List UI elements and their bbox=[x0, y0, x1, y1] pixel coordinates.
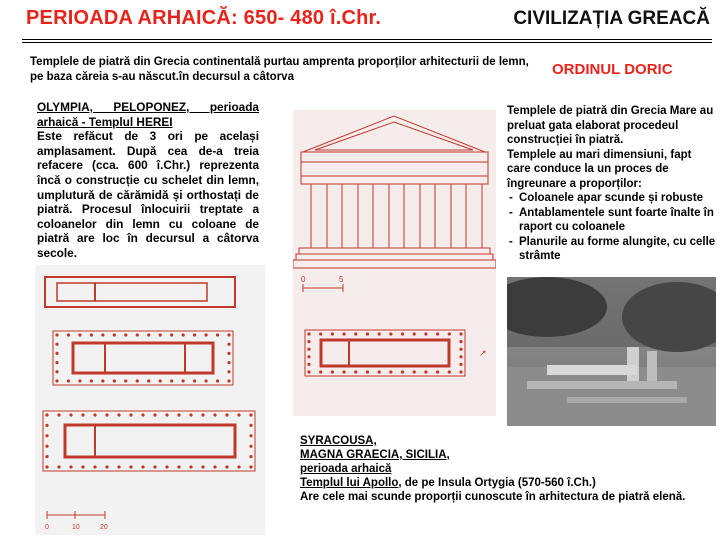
column-dot bbox=[101, 333, 104, 336]
column-dot bbox=[366, 370, 369, 373]
column-dot bbox=[113, 379, 116, 382]
column-dot bbox=[69, 413, 72, 416]
column-dot bbox=[204, 379, 207, 382]
magna-block bbox=[507, 104, 717, 264]
column-dot bbox=[227, 343, 230, 346]
column-dot bbox=[342, 332, 345, 335]
syracousa-desc: Are cele mai scunde proporții cunoscute în arhitectura de piatră elenă. bbox=[300, 491, 686, 503]
column-dot bbox=[225, 465, 228, 468]
column-dot bbox=[237, 465, 240, 468]
column-dot bbox=[201, 465, 204, 468]
column-dot bbox=[213, 413, 216, 416]
column-dot bbox=[307, 332, 310, 335]
column-dot bbox=[448, 370, 451, 373]
intro-text: Templele de piatră din Grecia continentală purtau amprenta proporților arhitecturii de lemn, pe baza căreia s-au născut.în decursul a câtorva bbox=[30, 56, 529, 83]
scale-bar bbox=[47, 511, 105, 519]
column-dot bbox=[459, 370, 462, 373]
column-dot bbox=[136, 333, 139, 336]
north-arrow-icon: ↗ bbox=[479, 348, 487, 358]
column-dot bbox=[153, 413, 156, 416]
column-dot bbox=[401, 332, 404, 335]
column-dot bbox=[101, 379, 104, 382]
column-dot bbox=[213, 465, 216, 468]
scale-label: 5 bbox=[339, 275, 344, 284]
column-dot bbox=[366, 332, 369, 335]
magna-bullet: - Coloanele apar scunde și robuste bbox=[507, 191, 717, 206]
column-dot bbox=[153, 465, 156, 468]
column-dot bbox=[55, 352, 58, 355]
column-dot bbox=[307, 348, 310, 351]
column-dot bbox=[45, 445, 48, 448]
column-dot bbox=[436, 332, 439, 335]
period-title: PERIOADA ARHAICĂ: 650- 480 î.Chr. bbox=[26, 7, 382, 29]
column-dot bbox=[105, 413, 108, 416]
column-dot bbox=[459, 348, 462, 351]
column-dot bbox=[459, 332, 462, 335]
column-dot bbox=[201, 413, 204, 416]
column-dot bbox=[227, 333, 230, 336]
civilization-title: CIVILIZAȚIA GREACĂ bbox=[513, 8, 710, 29]
scale-label: 20 bbox=[100, 524, 108, 531]
scale-label: 10 bbox=[72, 524, 80, 531]
column-dot bbox=[459, 340, 462, 343]
column-dot bbox=[448, 332, 451, 335]
column-dot bbox=[307, 340, 310, 343]
column-dot bbox=[204, 333, 207, 336]
column-dot bbox=[249, 413, 252, 416]
syracousa-period: perioada arhaică bbox=[300, 463, 392, 475]
column-dot bbox=[45, 424, 48, 427]
column-dot bbox=[331, 370, 334, 373]
column-dot bbox=[354, 332, 357, 335]
column-dot bbox=[141, 413, 144, 416]
column-dot bbox=[124, 379, 127, 382]
magna-bullet: - Planurile au forme alungite, cu celle strâmte bbox=[507, 235, 717, 264]
column-dot bbox=[93, 413, 96, 416]
olympia-subheading: arhaică - Templul HEREI bbox=[37, 114, 173, 129]
column-dot bbox=[81, 465, 84, 468]
column-dot bbox=[90, 379, 93, 382]
column bbox=[466, 184, 482, 248]
olympia-heading: OLYMPIA, PELOPONEZ, perioada bbox=[37, 100, 259, 114]
column-dot bbox=[55, 379, 58, 382]
temple-elevation-drawing bbox=[293, 110, 496, 416]
temple-elevation-svg bbox=[293, 110, 496, 416]
column-dot bbox=[45, 455, 48, 458]
magna-intro-1: Templele de piatră din Grecia Mare au preluat gata elaborat procedeul construcției în piatră. bbox=[507, 105, 714, 146]
column-dot bbox=[147, 379, 150, 382]
column-dot bbox=[307, 370, 310, 373]
scale-bar-mid bbox=[303, 284, 343, 292]
column-dot bbox=[216, 333, 219, 336]
column-dot bbox=[78, 333, 81, 336]
syracousa-block bbox=[300, 434, 716, 504]
temple-location: , de pe Insula Ortygia (570-560 î.Ch.) bbox=[398, 477, 596, 489]
column-dot bbox=[389, 370, 392, 373]
column-dot bbox=[117, 465, 120, 468]
column-dot bbox=[57, 465, 60, 468]
column-dot bbox=[378, 370, 381, 373]
column-dot bbox=[227, 379, 230, 382]
column-dot bbox=[117, 413, 120, 416]
column-dots bbox=[45, 333, 252, 468]
magna-intro-2: Templele au mari dimensiuni, fapt care conduce la un proces de îngreunare a proporților: bbox=[507, 148, 692, 190]
column-dot bbox=[319, 332, 322, 335]
column-dot bbox=[249, 434, 252, 437]
column-dot bbox=[136, 379, 139, 382]
column-dot bbox=[227, 370, 230, 373]
olympia-body: Este refăcut de 3 ori pe același amplasament. După cea de-a treia refacere (cca. 600 î.Chr.) reprezenta încă o construcție cu schelet din lemn, umplutură de cărămidă și orthostați de piatră. Procesul înlocuirii treptate a coloanelor din lemn cu coloane de piatră are loc în decursul a câtorva secole. bbox=[37, 129, 259, 260]
column-dot bbox=[81, 413, 84, 416]
column-dot bbox=[129, 413, 132, 416]
temple-ruins-photo bbox=[507, 277, 716, 426]
column-dot bbox=[401, 370, 404, 373]
magna-list bbox=[507, 191, 717, 264]
column-dot bbox=[67, 379, 70, 382]
column-dot bbox=[129, 465, 132, 468]
column-dot bbox=[378, 332, 381, 335]
column-dot bbox=[170, 379, 173, 382]
column-dot bbox=[141, 465, 144, 468]
scale-label: 0 bbox=[45, 524, 49, 531]
column-dot bbox=[113, 333, 116, 336]
column-dot bbox=[90, 333, 93, 336]
column bbox=[404, 184, 420, 248]
column-dot bbox=[436, 370, 439, 373]
temple-name: Templul lui Apollo bbox=[300, 477, 399, 489]
syracousa-temple bbox=[300, 476, 716, 490]
column-dot bbox=[177, 413, 180, 416]
column-dot bbox=[227, 352, 230, 355]
column-dot bbox=[165, 413, 168, 416]
column-dot bbox=[182, 379, 185, 382]
column-dot bbox=[189, 413, 192, 416]
column-dot bbox=[93, 465, 96, 468]
column-dot bbox=[307, 363, 310, 366]
scale-label: 0 bbox=[301, 275, 306, 284]
column-dot bbox=[307, 355, 310, 358]
column-dot bbox=[165, 465, 168, 468]
column-dot bbox=[55, 370, 58, 373]
column-dot bbox=[249, 424, 252, 427]
column-dot bbox=[57, 413, 60, 416]
column-dot bbox=[237, 413, 240, 416]
column-dot bbox=[225, 413, 228, 416]
column-dot bbox=[55, 361, 58, 364]
olympia-block bbox=[37, 100, 259, 261]
column-dot bbox=[45, 465, 48, 468]
column bbox=[373, 184, 389, 248]
column-dot bbox=[124, 333, 127, 336]
column-dot bbox=[249, 455, 252, 458]
column-dot bbox=[177, 465, 180, 468]
column-dot bbox=[459, 363, 462, 366]
column-dot bbox=[67, 333, 70, 336]
temple-plans-svg bbox=[35, 265, 265, 535]
column-dot bbox=[319, 370, 322, 373]
column-dot bbox=[249, 445, 252, 448]
column-dot bbox=[331, 332, 334, 335]
column-dot bbox=[159, 379, 162, 382]
column-dot bbox=[55, 343, 58, 346]
column-dot bbox=[413, 332, 416, 335]
column-dot bbox=[55, 333, 58, 336]
column-dot bbox=[216, 379, 219, 382]
syracousa-city: SYRACOUSA, bbox=[300, 435, 377, 447]
column-dot bbox=[354, 370, 357, 373]
column-dot bbox=[459, 355, 462, 358]
column-dot bbox=[159, 333, 162, 336]
column-dot bbox=[413, 370, 416, 373]
column-dot bbox=[78, 379, 81, 382]
olympia-plans-drawing bbox=[35, 265, 265, 535]
column bbox=[342, 184, 358, 248]
syracousa-region: MAGNA GRAECIA, SICILIA, bbox=[300, 449, 450, 461]
column-dot bbox=[193, 379, 196, 382]
column-dot bbox=[45, 413, 48, 416]
column-dot bbox=[193, 333, 196, 336]
column-dot bbox=[182, 333, 185, 336]
column-dot bbox=[69, 465, 72, 468]
column-dot bbox=[147, 333, 150, 336]
order-title: ORDINUL DORIC bbox=[552, 61, 673, 78]
header-divider bbox=[22, 39, 712, 43]
column-dot bbox=[424, 332, 427, 335]
column bbox=[435, 184, 451, 248]
column-dot bbox=[227, 361, 230, 364]
column-dot bbox=[105, 465, 108, 468]
column-dot bbox=[170, 333, 173, 336]
magna-bullet: - Antablamentele sunt foarte înalte în raport cu coloanele bbox=[507, 206, 717, 235]
column-dot bbox=[342, 370, 345, 373]
column-dot bbox=[45, 434, 48, 437]
column bbox=[311, 184, 327, 248]
column-dot bbox=[424, 370, 427, 373]
column-dot bbox=[249, 465, 252, 468]
column-dot bbox=[189, 465, 192, 468]
column-dot bbox=[389, 332, 392, 335]
